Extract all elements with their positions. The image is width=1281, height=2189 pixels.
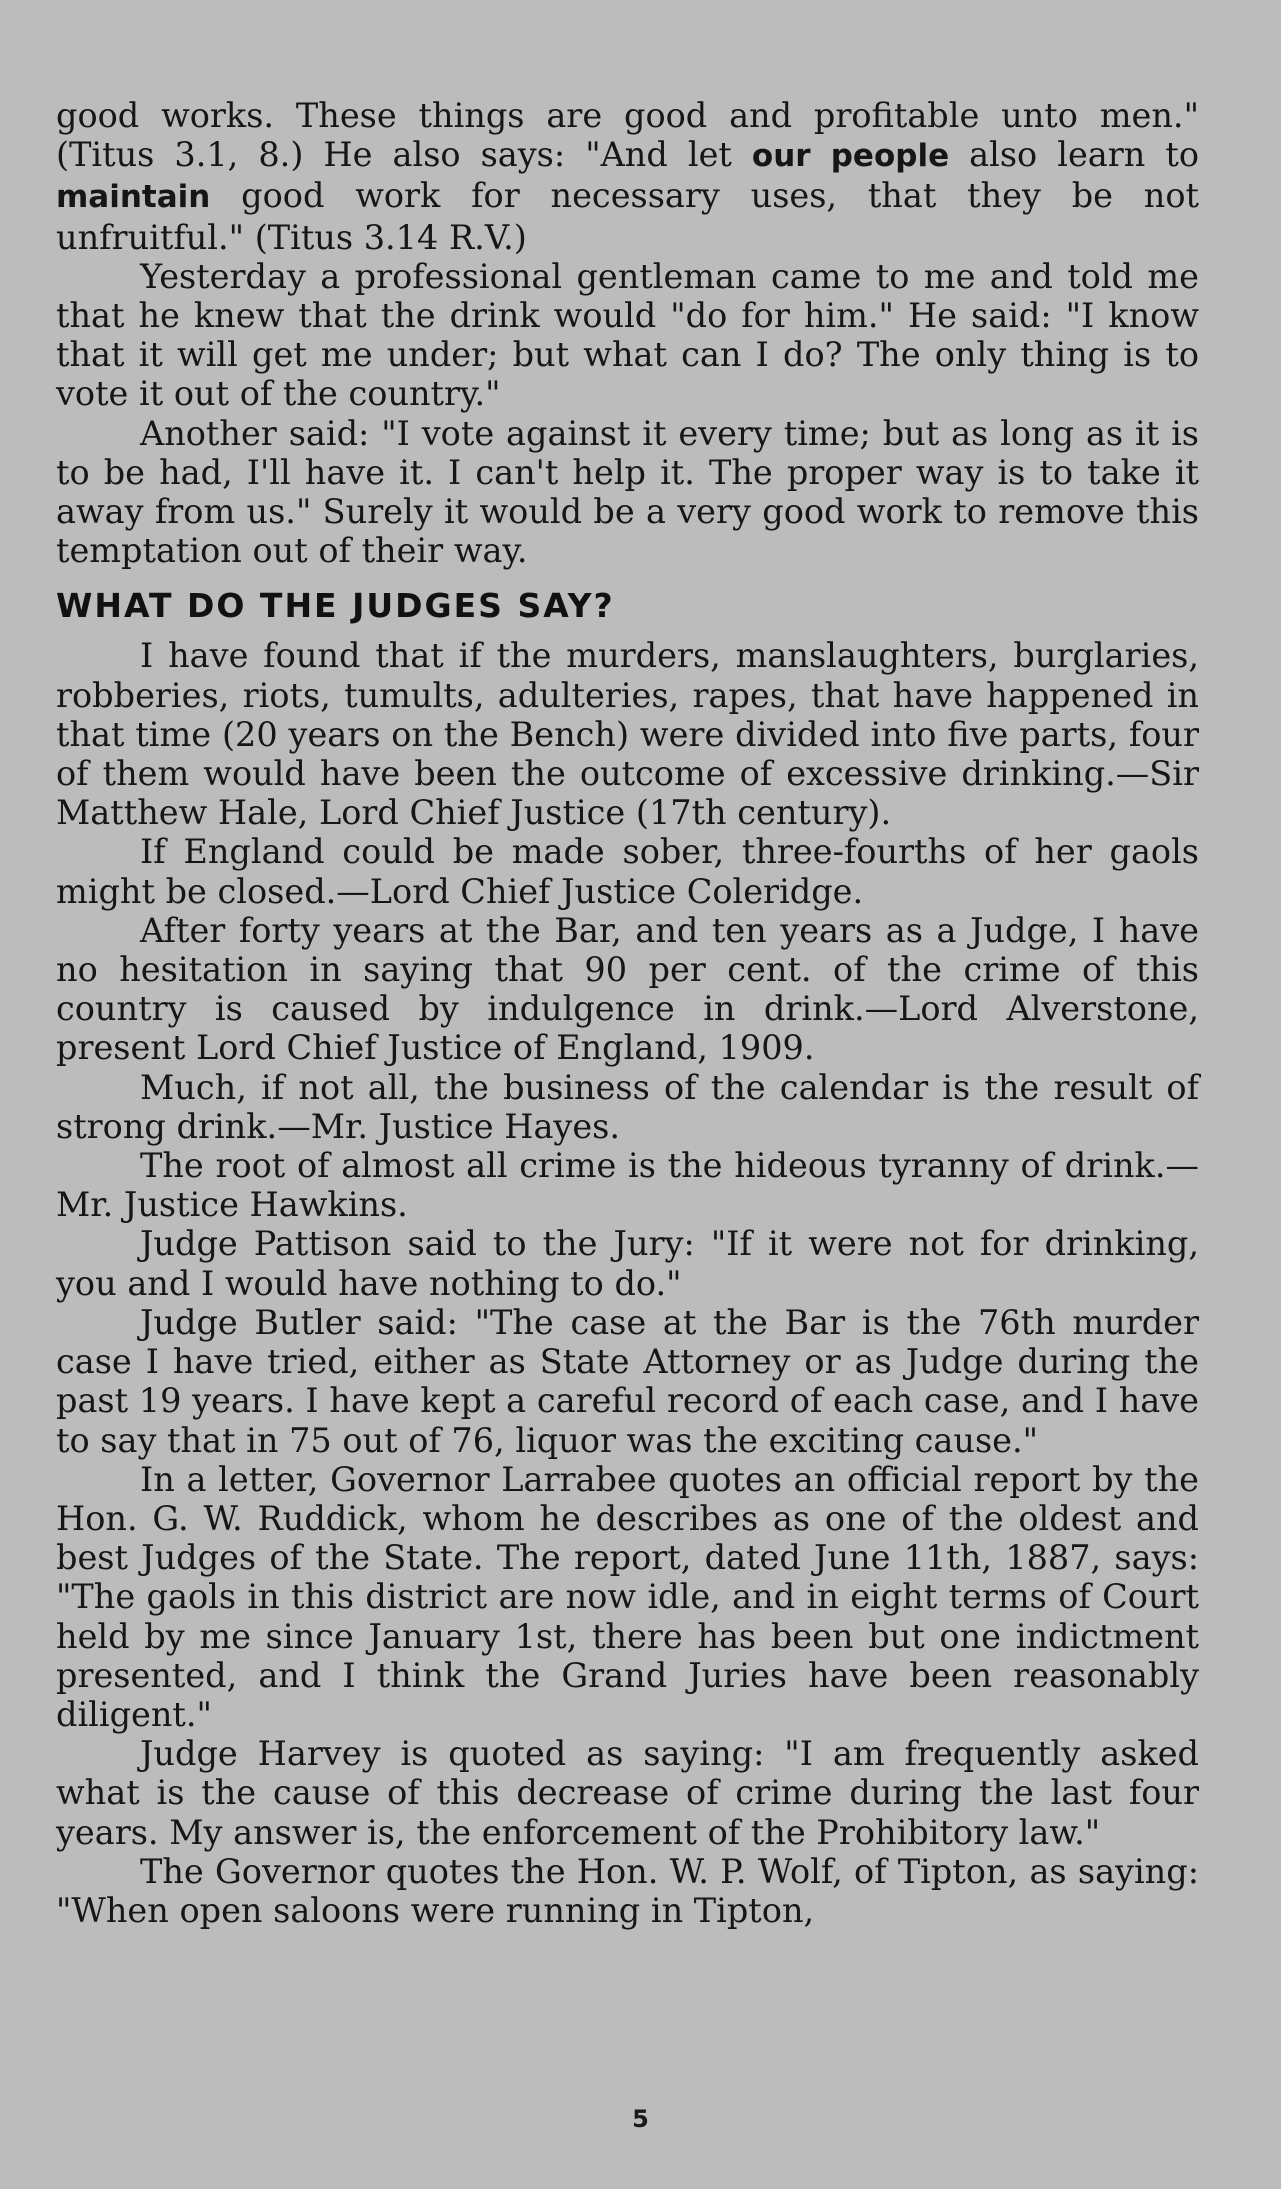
paragraph-hawkins: The root of almost all crime is the hideous tyranny of drink.—Mr. Justice Hawkins. (56, 1146, 1199, 1225)
emphasis-maintain: maintain (56, 179, 211, 216)
paragraph-pattison: Judge Pattison said to the Jury: "If it were not for drinking, you and I would have nothing to do." (56, 1224, 1199, 1303)
section-heading: WHAT DO THE JUDGES SAY? (56, 586, 615, 626)
paragraph-text: good work for necessary uses, that they be not unfruitful." (Titus 3.14 R.V.) (56, 176, 1199, 257)
paragraph-wolf: The Governor quotes the Hon. W. P. Wolf, of Tipton, as saying: "When open saloons were running in Tipton, (56, 1851, 1199, 1930)
paragraph-professional-gentleman: Yesterday a professional gentleman came to me and told me that he knew that the drink would "do for him." He said: "I know that it will get me under; but what can I do? The only thing is to vote it out of the country." (56, 256, 1199, 414)
page-number: 5 (632, 2105, 649, 2133)
paragraph-butler: Judge Butler said: "The case at the Bar is the 76th murder case I have tried, either as State Attorney or as Judge during the past 19 years. I have kept a careful record of each case, and I have to say that in 75 out of 76, liquor was the exciting cause." (56, 1302, 1199, 1460)
emphasis-our-people: our people (751, 138, 950, 175)
paragraph-hayes: Much, if not all, the business of the calendar is the result of strong drink.—Mr. Justice Hayes. (56, 1067, 1199, 1146)
paragraph-coleridge: If England could be made sober, three-fourths of her gaols might be closed.—Lord Chief Justice Coleridge. (56, 832, 1199, 911)
paragraph-larrabee: In a letter, Governor Larrabee quotes an official report by the Hon. G. W. Ruddick, whom he describes as one of the oldest and best Judges of the State. The report, dated June 11th, 1887, says: "The gaols in this district are now idle, and in eight terms of Court held by me since January 1st, there has been but one indictment presented, and I think the Grand Juries have been reasonably diligent." (56, 1459, 1199, 1734)
paragraph-text: good works. These things are good and profitable unto men." (Titus 3.1, 8.) He also says: "And let (56, 96, 1199, 175)
paragraph-harvey: Judge Harvey is quoted as saying: "I am frequently asked what is the cause of this decrease of crime during the last four years. My answer is, the enforcement of the Prohibitory law." (56, 1734, 1199, 1852)
paragraph-matthew-hale: I have found that if the murders, manslaughters, burglaries, robberies, riots, tumults, adulteries, rapes, that have happened in that time (20 years on the Bench) were divided into five parts, four of them would have been the outcome of excessive drinking.—Sir Matthew Hale, Lord Chief Justice (17th century). (56, 636, 1199, 833)
page-body (56, 96, 1199, 1930)
paragraph-alverstone: After forty years at the Bar, and ten years as a Judge, I have no hesitation in saying that 90 per cent. of the crime of this country is caused by indulgence in drink.—Lord Alverstone, present Lord Chief Justice of England, 1909. (56, 910, 1199, 1068)
paragraph-titus (56, 96, 1199, 257)
paragraph-text: also learn to (949, 135, 1200, 175)
paragraph-another-said: Another said: "I vote against it every time; but as long as it is to be had, I'll have it. I can't help it. The proper way is to take it away from us." Surely it would be a very good work to remove this temptation out of their way. (56, 413, 1199, 571)
